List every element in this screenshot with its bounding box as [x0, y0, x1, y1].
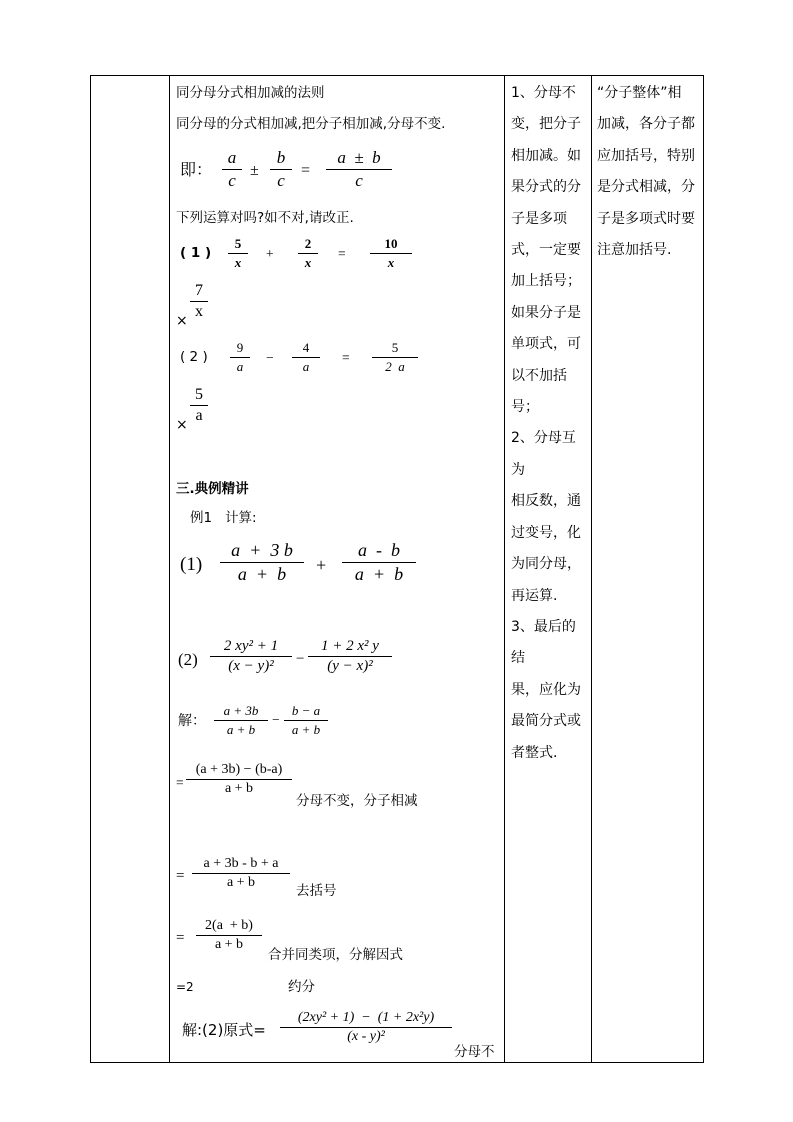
- note-line: 最简分式或: [511, 713, 581, 730]
- column-divider: [169, 76, 170, 1062]
- step-note: 合并同类项，分解因式: [268, 947, 403, 963]
- fraction: b − a a + b: [284, 703, 328, 738]
- ex2-label: (2): [178, 650, 198, 669]
- fraction: 4 a: [292, 340, 320, 375]
- equals-sign: =: [301, 162, 311, 179]
- note-line: 1、分母不: [511, 85, 576, 101]
- note-line: 子是多项: [511, 210, 567, 227]
- note-line: 子是多项式时要: [597, 210, 695, 227]
- equals-sign: =: [342, 350, 350, 365]
- result-value: =2: [176, 980, 194, 994]
- rule-title: 同分母分式相加减的法则: [176, 85, 325, 101]
- note-line: 为同分母，: [511, 556, 581, 573]
- step-note: 分母不变，分子相减: [296, 793, 418, 809]
- operator: +: [266, 246, 274, 261]
- fraction: 2 xy² + 1 (x − y)²: [210, 638, 292, 675]
- equals-sign: =: [176, 775, 184, 790]
- fraction: a - b a + b: [342, 540, 416, 585]
- step-note: 去括号: [296, 883, 337, 899]
- fraction: a + 3b a + b: [214, 703, 268, 738]
- example-label: 例1 计算:: [190, 510, 257, 526]
- ji-label: 即：: [180, 160, 213, 179]
- note-line: 加减，各分子都: [597, 116, 695, 133]
- note-line: 以不加括: [511, 367, 567, 384]
- note-line: 式，一定要: [511, 242, 581, 259]
- fraction: 2(a + b) a + b: [196, 918, 262, 953]
- fraction: (2xy² + 1) − (1 + 2x²y) (x - y)²: [280, 1010, 452, 1045]
- operator: −: [266, 350, 274, 365]
- section-heading: 三.典例精讲: [176, 481, 249, 497]
- ex1-label: (1): [180, 554, 203, 575]
- note-line: 如果分子是: [511, 304, 581, 321]
- note-line: 加上括号；: [511, 273, 581, 290]
- note-line: 3、最后的结: [511, 618, 576, 667]
- note-line: 果分式的分: [511, 179, 581, 196]
- rule-text: 同分母的分式相加减,把分子相加减,分母不变.: [176, 116, 446, 132]
- note-line: 过变号，化: [511, 524, 581, 541]
- wrong-mark: ×: [176, 417, 188, 433]
- fraction: a + 3 b a + b: [220, 540, 304, 585]
- equals-sign: =: [338, 246, 346, 261]
- note-line: 注意加括号.: [597, 242, 672, 259]
- note-line: “分子整体”相: [597, 85, 682, 101]
- fraction: b c: [270, 148, 292, 191]
- operator: −: [272, 712, 280, 727]
- column-divider: [504, 76, 505, 1062]
- note-line: 果，应化为: [511, 681, 581, 698]
- fraction: 1 + 2 x² y (y − x)²: [308, 638, 392, 675]
- column-3-notes: [511, 78, 587, 769]
- column-4-notes: [597, 78, 701, 266]
- fraction: 2 x: [298, 236, 318, 271]
- fraction: a ± b c: [326, 148, 392, 191]
- note-line: 相加减。如: [511, 147, 581, 164]
- q2-label: ( 2 ): [180, 349, 208, 365]
- note-line: 2、分母互为: [511, 430, 576, 478]
- operator: +: [316, 555, 327, 575]
- note-line: 再运算.: [511, 587, 558, 604]
- equals-sign: =: [176, 868, 185, 884]
- note-line: 应加括号，特别: [597, 147, 695, 164]
- q1-label: ( 1 ): [180, 245, 212, 261]
- wrong-mark: ×: [176, 313, 188, 329]
- fraction: 9 a: [230, 340, 250, 375]
- note-line: 变，把分子: [511, 116, 581, 133]
- fraction: 7 x: [190, 282, 208, 321]
- fraction: (a + 3b) − (b-a) a + b: [186, 762, 292, 797]
- fraction: 5 a: [190, 386, 208, 425]
- operator: −: [296, 651, 305, 667]
- note-line: 单项式，可: [511, 336, 581, 353]
- column-divider: [591, 76, 592, 1062]
- note-line: 相反数，通: [511, 493, 581, 510]
- note-line: 者整式.: [511, 744, 558, 761]
- note-line: 是分式相减，分: [597, 179, 695, 196]
- solution-label: 解：: [178, 713, 206, 729]
- fraction: 5 x: [228, 236, 248, 271]
- step-note: 约分: [288, 979, 315, 995]
- fraction: 10 x: [370, 236, 412, 271]
- solution-2-label: 解:(2)原式=: [182, 1021, 266, 1039]
- step-note: 分母不: [454, 1044, 495, 1060]
- fraction: a + 3b - b + a a + b: [192, 856, 290, 891]
- operator: ±: [250, 162, 259, 179]
- fraction: a c: [222, 148, 242, 191]
- equals-sign: =: [176, 930, 185, 946]
- note-line: 号；: [511, 399, 539, 416]
- fraction: 5 2 a: [372, 340, 418, 375]
- question-text: 下列运算对吗?如不对,请改正.: [176, 210, 354, 226]
